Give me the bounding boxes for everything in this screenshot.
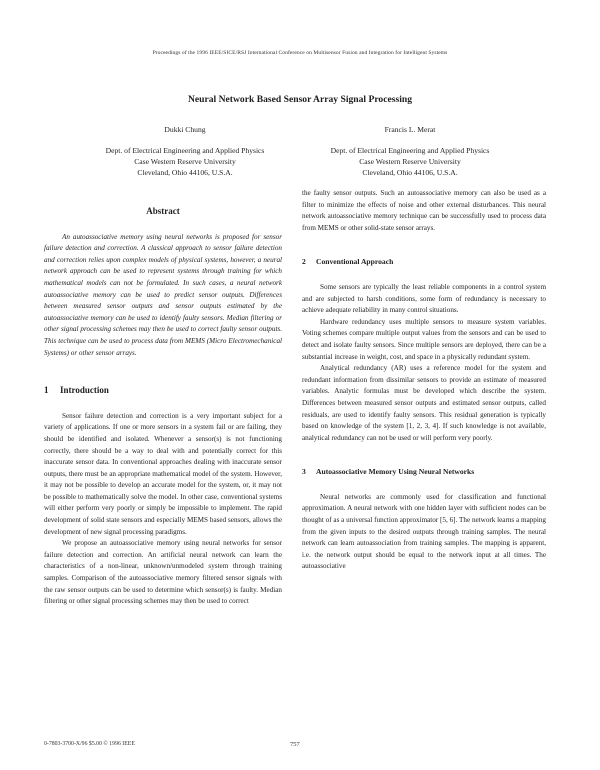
section-title: Introduction [60, 385, 109, 396]
paper-title: Neural Network Based Sensor Array Signal Processing [187, 94, 413, 105]
author-address: Cleveland, Ohio 44106, U.S.A. [137, 168, 233, 177]
section-number: 3 [302, 467, 306, 477]
section-heading [302, 256, 546, 268]
section-number: 2 [302, 257, 306, 267]
abstract-text: An autoassociative memory using neural networks is proposed for sensor failure detection and correction. A classical approach to sensor failure detection and correction relies upon complex models of physical systems, however, a neural network approach can be used to represent systems through training for which mathematical models can not be formulated. In such cases, a neural network autoassociative memory can be used to predict sensor outputs. Differences between measured sensor outputs and sensor outputs estimated by the autoassociative memory can be used to identify faulty sensors. Median filtering or other signal processing schemes may then be used to correct faulty sensor outputs. This technique can be used to process data from MEMS (Micro Electromechanical Systems) or other sensor arrays. [44, 232, 282, 357]
section-title: Autoassociative Memory Using Neural Networks [316, 467, 475, 477]
author-block-merat [305, 124, 515, 178]
author-university: Case Western Reserve University [359, 157, 461, 166]
section-heading [44, 385, 282, 397]
page-number: 757 [290, 741, 300, 748]
author-name: Francis L. Merat [384, 125, 436, 134]
section-title: Conventional Approach [316, 257, 394, 267]
author-address: Cleveland, Ohio 44106, U.S.A. [362, 168, 458, 177]
running-head: Proceedings of the 1996 IEEE/SICE/RSJ International Conference on Multisensor Fusion and Integration for Intelligent Systems [152, 50, 448, 56]
author-name: Dukki Chung [164, 125, 206, 134]
copyright-footer: 0-7803-3700-X/96 $5.00 © 1996 IEEE [44, 741, 135, 747]
paragraph: the faulty sensor outputs. Such an autoassociative memory can also be used as a filter to minimize the effects of noise and other external disturbances. This neural network autoassociative memory technique can be successfully used to process data from MEMS or other solid-state sensor arrays. [302, 189, 546, 232]
section-heading [302, 466, 546, 478]
paragraph: Analytical redundancy (AR) uses a reference model for the system and redundant information from dissimilar sensors to provide an estimate of measured variables. Analytic formulas must be developed which describe the system. Differences between measured sensor outputs and estimated sensor outputs, called residuals, are used to identify faulty sensors. This residual generation is typically based on knowledge of the system [1, 2, 3, 4]. If such knowledge is not available, analytical redundancy can not be used or will perform very poorly. [302, 364, 546, 442]
author-affiliation: Dept. of Electrical Engineering and Applied Physics [330, 146, 490, 155]
paragraph: Some sensors are typically the least reliable components in a control system and are subjected to harsh conditions, some form of redundancy is necessary to achieve adequate reliability in many control situations. [302, 282, 546, 315]
section-number: 1 [44, 385, 49, 396]
paragraph: Sensor failure detection and correction is a very important subject for a variety of applications. If one or more sensors in a system fail or are failing, they should be identified and isolated. Whenever a sensor(s) is not functioning correctly, there should be a way to deal with and potentially correct for this inaccurate sensor data. In conventional approaches dealing with inaccurate sensor outputs, there must be an appropriate mathematical model of the system. However, it may not be possible to develop an accurate model for the system, or, it may not be possible to mathematically solve the model. In other case, conventional systems will either perform very poorly or simply be impossible to implement. The rapid development of solid state sensors and especially MEMS based sensors, allows the development of new signal processing paradigms. [44, 411, 282, 536]
paragraph: Hardware redundancy uses multiple sensors to measure system variables. Voting schemes compare multiple output values from the sensors and can be used to detect and isolate faulty sensors. Since multiple sensors are deployed, there can be a substantial increase in weight, cost, and space in a physically redundant system. [302, 317, 546, 361]
paragraph: We propose an autoassociative memory using neural networks for sensor failure detection and correction. An artificial neural network can learn the characteristics of a non-linear, unknown/unmodeled system through training samples. Comparison of the autoassociative memory filtered sensor signals with the raw sensor outputs can be used to determine which sensor(s) is faulty. Median filtering or other signal processing schemes may then be used to correct [44, 539, 282, 606]
right-column [302, 188, 546, 573]
left-column [44, 206, 282, 608]
author-affiliation: Dept. of Electrical Engineering and Applied Physics [105, 146, 265, 155]
author-block-chung [80, 124, 290, 178]
paragraph: Neural networks are commonly used for classification and functional approximation. A neural network with one hidden layer with sufficient nodes can be thought of as a universal function approximator [5, 6]. The network learns a mapping from the given inputs to the desired outputs through training samples. The neural network can learn autoassociation from training samples. The mapping is apparent, i.e. the network output should be equal to the network input at all times. The autoassociative [302, 492, 546, 571]
abstract-heading: Abstract [146, 206, 180, 216]
author-university: Case Western Reserve University [134, 157, 236, 166]
